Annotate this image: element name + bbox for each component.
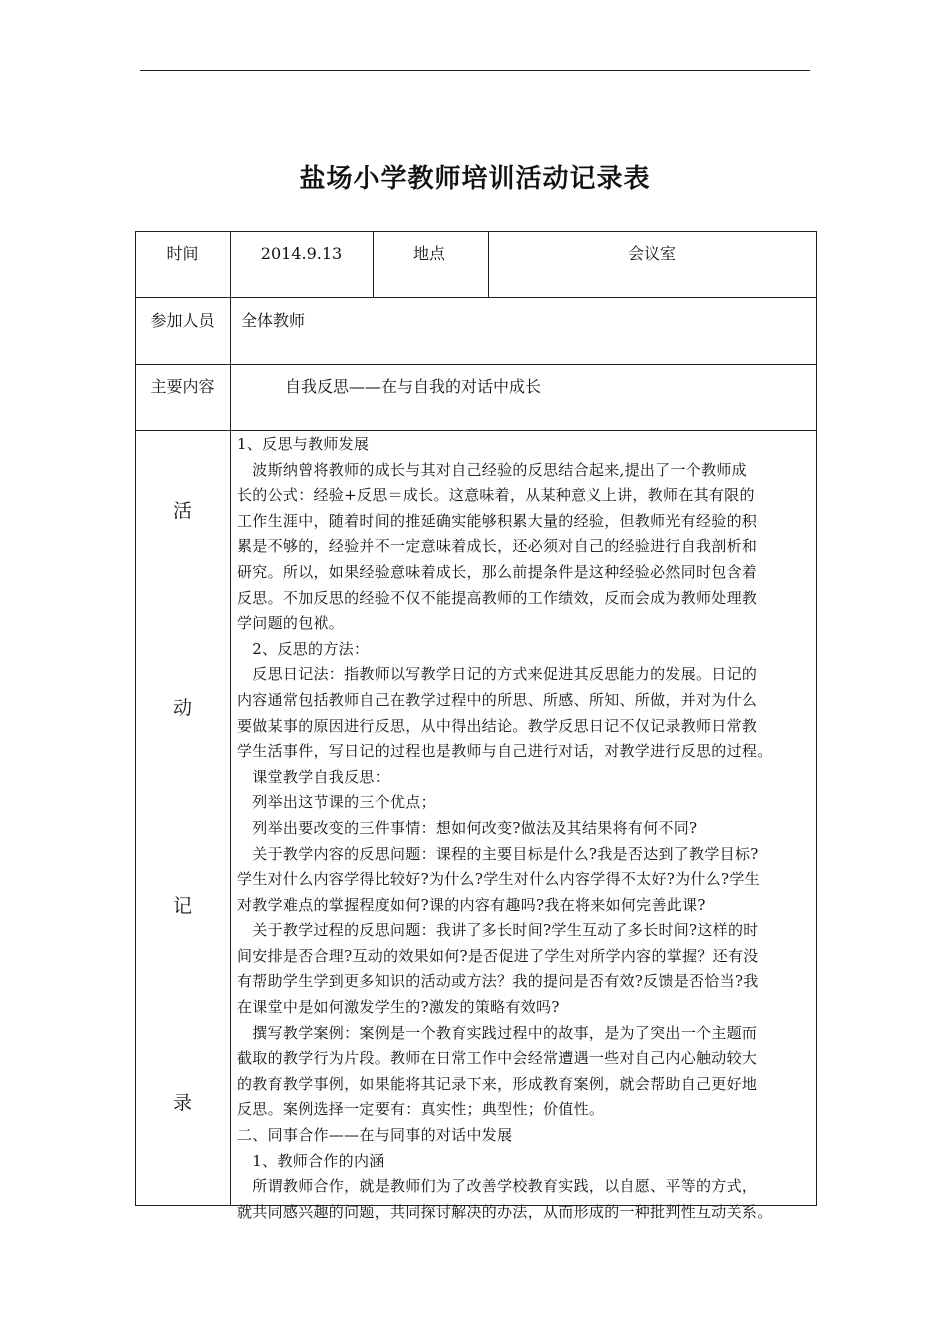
record-line: 长的公式：经验+反思＝成长。这意味着，从某种意义上讲，教师在其有限的: [237, 486, 755, 505]
record-line: 2、反思的方法：: [237, 639, 370, 658]
record-line: 反思。不加反思的经验不仅不能提高教师的工作绩效，反而会成为教师处理教: [237, 588, 758, 607]
row-divider: [135, 297, 817, 298]
record-line: 波斯纳曾将教师的成长与其对自己经验的反思结合起来,提出了一个教师成: [237, 460, 747, 479]
table-border-right: [816, 231, 817, 1206]
participants-value: 全体教师: [241, 311, 306, 330]
record-line: 就共同感兴趣的问题，共同探讨解决的办法，从而形成的一种批判性互动关系。: [237, 1202, 773, 1221]
record-line: 关于教学过程的反思问题：我讲了多长时间?学生互动了多长时间?这样的时: [237, 921, 759, 940]
record-line: 1、反思与教师发展: [237, 435, 370, 453]
record-line: 列举出这节课的三个优点；: [237, 793, 436, 812]
record-line: 要做某事的原因进行反思，从中得出结论。教学反思日记不仅记录教师日常教: [237, 716, 758, 735]
record-line: 学问题的包袱。: [237, 614, 345, 633]
date-value: 2014.9.13: [260, 244, 343, 263]
column-divider: [373, 231, 374, 298]
main-content-value: 自我反思——在与自我的对话中成长: [285, 377, 542, 396]
page-title: 盐场小学教师培训活动记录表: [299, 164, 651, 194]
record-line: 对教学难点的掌握程度如何?课的内容有趣吗?我在将来如何完善此课?: [237, 895, 706, 914]
record-line: 课堂教学自我反思：: [237, 767, 391, 786]
record-line: 的教育教学事例，如果能将其记录下来，形成教育案例，就会帮助自己更好地: [237, 1074, 758, 1093]
record-line: 列举出要改变的三件事情：想如何改变?做法及其结果将有何不同?: [237, 818, 698, 837]
record-line: 在课堂中是如何激发学生的?激发的策略有效吗?: [237, 998, 560, 1017]
record-line: 撰写教学案例：案例是一个教育实践过程中的故事，是为了突出一个主题而: [237, 1023, 758, 1042]
record-line: 工作生涯中，随着时间的推延确实能够积累大量的经验，但教师光有经验的积: [237, 511, 758, 530]
record-line: 间安排是否合理?互动的效果如何?是否促进了学生对所学内容的掌握？还有没: [237, 946, 759, 965]
column-divider: [488, 231, 489, 298]
place-value: 会议室: [627, 244, 676, 263]
record-label-char: 录: [172, 1092, 192, 1114]
table-border-top: [135, 231, 817, 232]
label-time: 时间: [166, 244, 199, 263]
label-participants: 参加人员: [150, 311, 215, 330]
label-place: 地点: [413, 244, 446, 263]
record-label-char: 动: [172, 697, 192, 719]
record-label-char: 活: [172, 500, 192, 522]
record-line: 学生对什么内容学得比较好?为什么?学生对什么内容学得不太好?为什么?学生: [237, 870, 760, 889]
record-line: 关于教学内容的反思问题：课程的主要目标是什么?我是否达到了教学目标?: [237, 844, 759, 863]
record-line: 反思。案例选择一定要有：真实性；典型性；价值性。: [237, 1100, 605, 1119]
header-rule: [140, 70, 810, 71]
record-table: [135, 231, 817, 1221]
row-divider: [135, 430, 817, 431]
record-line: 1、教师合作的内涵: [237, 1151, 385, 1170]
record-line: 所谓教师合作，就是教师们为了改善学校教育实践，以自愿、平等的方式，: [237, 1177, 758, 1196]
record-line: 研究。所以，如果经验意味着成长，那么前提条件是这种经验必然同时包含着: [237, 562, 758, 581]
label-main-content: 主要内容: [150, 377, 215, 396]
activity-record-text: [237, 432, 811, 1225]
record-line: 二、同事合作——在与同事的对话中发展: [237, 1126, 513, 1145]
record-line: 反思日记法：指教师以写教学日记的方式来促进其反思能力的发展。日记的: [237, 665, 758, 684]
label-column-divider: [230, 231, 231, 1206]
record-line: 有帮助学生学到更多知识的活动或方法？我的提问是否有效?反馈是否恰当?我: [237, 972, 759, 991]
record-line: 累是不够的，经验并不一定意味着成长，还必须对自己的经验进行自我剖析和: [237, 537, 758, 556]
record-line: 内容通常包括教师自己在教学过程中的所思、所感、所知、所做，并对为什么: [237, 690, 758, 709]
record-line: 学生活事件，写日记的过程也是教师与自己进行对话，对教学进行反思的过程。: [237, 742, 773, 761]
record-line: 截取的教学行为片段。教师在日常工作中会经常遭遇一些对自己内心触动较大: [237, 1049, 758, 1068]
record-label-char: 记: [172, 895, 192, 917]
row-divider: [135, 364, 817, 365]
